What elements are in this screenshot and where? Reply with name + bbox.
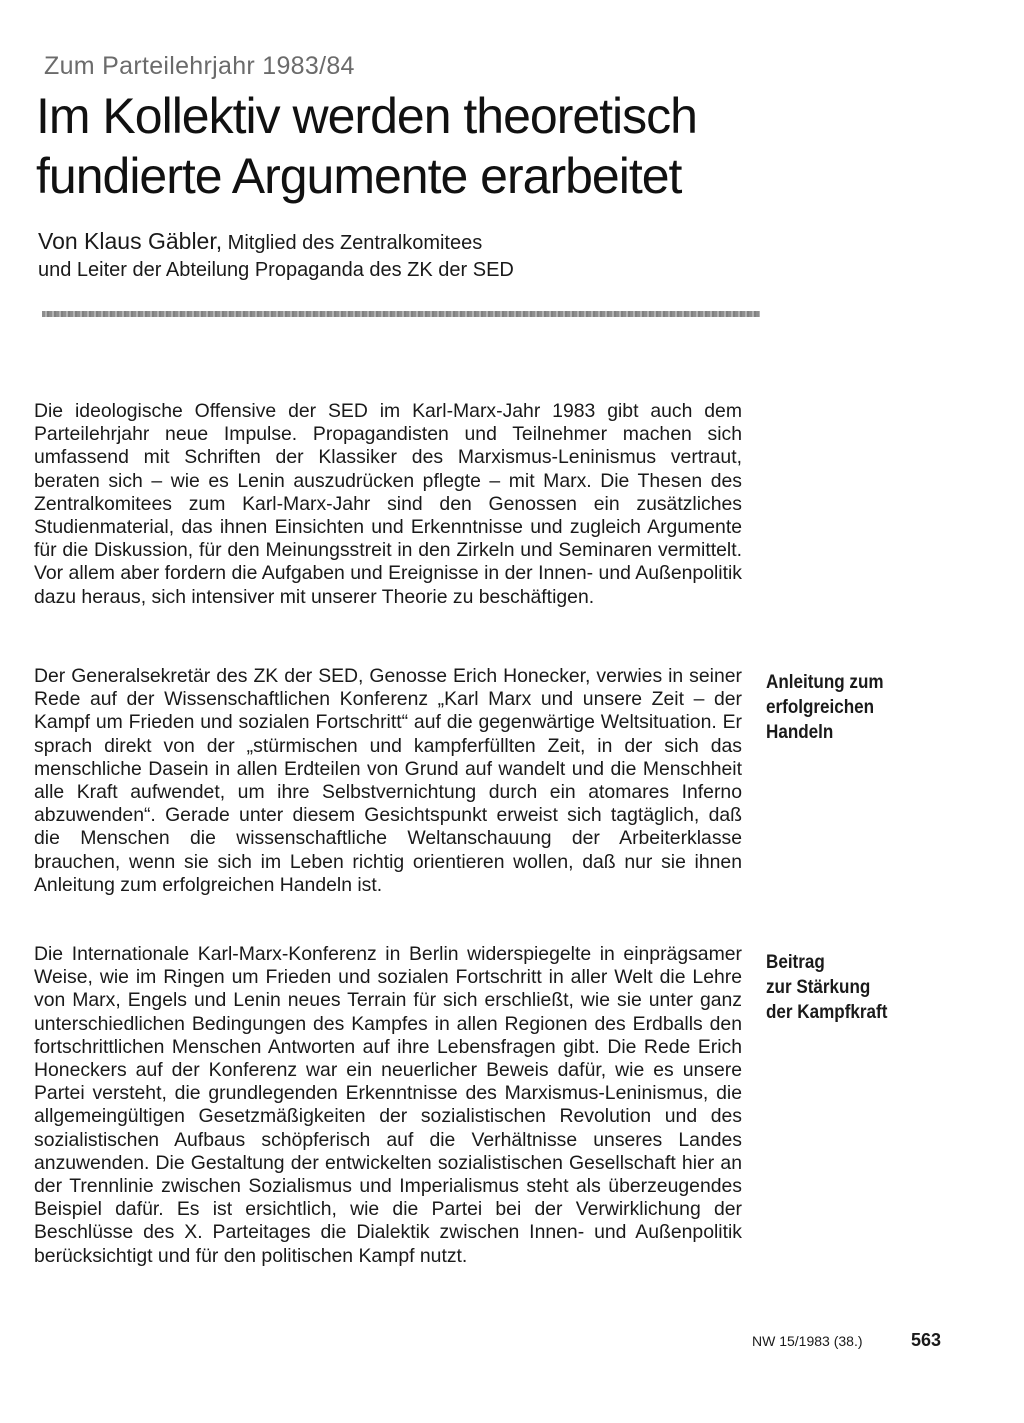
body-paragraph-1: Die ideologische Offensive der SED im Karl-Marx-Jahr 1983 gibt auch dem Parteilehrjahr neue Impulse. Propagandisten und Teilnehmer machen sich umfassend mit Schriften der Klassiker des Marxismus-Leninismus vertraut, beraten sich – wie es Lenin auszudrücken pflegte – mit Marx. Die Thesen des Zentralkomitees zum Karl-Marx-Jahr sind den Genossen ein zusätzliches Studienmaterial, das ihnen Einsichten und Erkenntnisse und zugleich Argumente für die Diskussion, für den Meinungsstreit in den Zirkeln und Seminaren vermittelt. Vor allem aber fordern die Aufgaben und Ereignisse in der Innen- und Außenpolitik dazu heraus, sich intensiver mit unserer Theorie zu beschäftigen.	[34, 400, 742, 608]
marginal-note-1-line-1: Anleitung zum	[766, 671, 884, 693]
body-paragraph-3: Die Internationale Karl-Marx-Konferenz in Berlin widerspiegelte in einprägsamer Weise, wie im Ringen um Frieden und sozialen Fortschritt in aller Welt die Lehre von Marx, Engels und Lenin neues Terrain für sich erschließt, wie sie unter ganz unterschiedlichen Bedingungen des Kampfes in allen Regionen des Erdballs den fortschrittlichen Menschen Antworten auf ihre Lebensfragen gibt. Die Rede Erich Honeckers auf der Konferenz war ein neuerlicher Beweis dafür, wie es unsere Partei versteht, die grundlegenden Erkenntnisse des Marxismus-Leninismus, die allgemeingültigen Gesetzmäßigkeiten der sozialistischen Revolution und des sozialistischen Aufbaus schöpferisch auf die Verhältnisse unseres Landes anzuwenden. Die Gestaltung der entwickelten sozialistischen Gesellschaft hier an der Trennlinie zwischen Sozialismus und Imperialismus steht als überzeugendes Beispiel dafür. Es ist ersichtlich, wie die Partei bei der Verwirklichung der Beschlüsse des X. Parteitages die Dialektik zwischen Innen- und Außenpolitik berücksichtigt und für den politischen Kampf nutzt.	[34, 943, 742, 1267]
page-number: 563	[911, 1330, 942, 1350]
body-paragraph-2: Der Generalsekretär des ZK der SED, Genosse Erich Honecker, verwies in seiner Rede auf der Wissenschaftlichen Konferenz „Karl Marx und unsere Zeit – der Kampf um Frieden und sozialen Fortschritt“ auf die gegenwärtige Weltsituation. Er sprach direkt von der „stürmischen und kampferfüllten Zeit, in der sich das menschliche Dasein in allen Erdteilen von Grund auf wandelt und die Menschheit alle Kraft aufwendet, um ihre Selbstvernichtung durch ein atomares Inferno abzuwenden“. Gerade unter diesem Gesichtspunkt erweist sich tagtäglich, daß die Menschen die wissenschaftliche Weltanschauung der Arbeiterklasse brauchen, wenn sie sich im Leben richtig orientieren wollen, daß nur sie ihnen Anleitung zum erfolgreichen Handeln ist.	[34, 665, 742, 896]
marginal-note-1	[766, 670, 884, 745]
author-role-2: und Leiter der Abteilung Propaganda des ZK der SED	[38, 259, 514, 281]
marginal-note-1-line-2: erfolgreichen	[766, 696, 875, 718]
byline	[38, 228, 514, 284]
marginal-note-2-line-2: zur Stärkung	[766, 976, 871, 998]
author-name: Von Klaus Gäbler,	[38, 228, 223, 254]
marginal-note-2-line-1: Beitrag	[766, 951, 825, 973]
issue-reference: NW 15/1983 (38.)	[752, 1333, 863, 1349]
header-divider	[42, 311, 760, 317]
byline-line-1	[38, 228, 514, 257]
kicker-series-title: Zum Parteilehrjahr 1983/84	[44, 52, 355, 80]
headline-line-1: Im Kollektiv werden theoretisch	[36, 88, 697, 144]
marginal-note-2	[766, 950, 887, 1025]
article-headline	[36, 86, 816, 206]
author-role-1: Mitglied des Zentralkomitees	[222, 232, 483, 254]
marginal-note-2-line-3: der Kampfkraft	[766, 1001, 888, 1023]
headline-line-2: fundierte Argumente erarbeitet	[36, 148, 682, 204]
marginal-note-1-line-3: Handeln	[766, 721, 834, 743]
